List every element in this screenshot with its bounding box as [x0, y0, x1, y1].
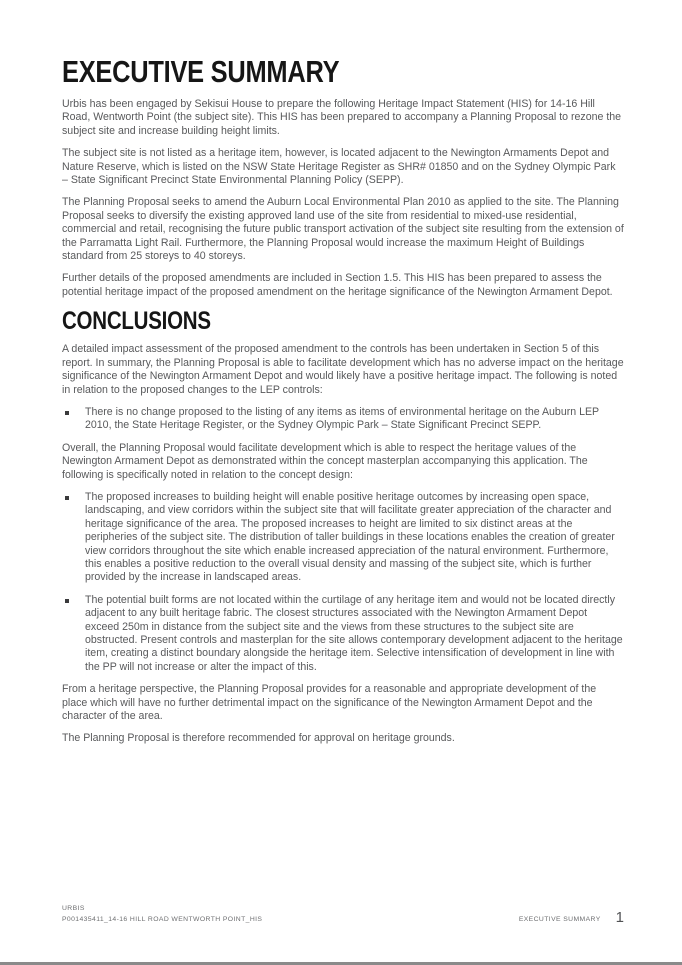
bullet-text: The potential built forms are not located within the curtilage of any heritage item and would not be located directly adjacent to any built heritage fabric. The closest structures associated with the Newington Armament Depot exceed 250m in distance from the subject site and the views from these structures to the subject site are obstructed. Present controls and masterplan for the site allows contemporary development adjacent to the heritage item, creating a distinct boundary alongside the heritage item. Selective intensification of development in line with the PP will not increase or alter the impact of this. [85, 593, 623, 673]
bullet-marker [62, 491, 85, 585]
paragraph: The Planning Proposal is therefore recommended for approval on heritage grounds. [62, 732, 455, 745]
paragraph: The Planning Proposal seeks to amend the Auburn Local Environmental Plan 2010 as applied to the site. The Planning Proposal seeks to diversify the existing approved land use of the site from residential to mixed-use residential, commercial and retail, recognising the future public transport activation of the subject site resulting from the extension of the Parramatta Light Rail. Furthermore, the Planning Proposal would increase the maximum Height of Buildings standard from 25 storeys to 40 storeys. [62, 196, 624, 263]
footer-document-ref: P001435411_14-16 HILL ROAD WENTWORTH POINT_HIS [62, 916, 263, 923]
paragraph: Further details of the proposed amendments are included in Section 1.5. This HIS has been prepared to assess the potential heritage impact of the proposed amendment on the heritage significance of the Newington Armament Depot. [62, 272, 613, 298]
page-content [62, 56, 624, 755]
bullet-item [62, 594, 624, 674]
footer-section-label: EXECUTIVE SUMMARY [518, 916, 601, 923]
paragraph: Overall, the Planning Proposal would facilitate development which is able to respect the heritage values of the Newington Armament Depot as demonstrated within the concept masterplan accompanying this application. The following is specifically noted in relation to the concept design: [62, 441, 588, 481]
bullet-item [62, 406, 624, 433]
bullet-marker [62, 406, 85, 433]
footer-left [62, 903, 262, 925]
footer-right [519, 910, 624, 925]
bullet-marker [62, 594, 85, 674]
bullet-square-icon [65, 496, 69, 500]
page-footer [62, 903, 624, 925]
lep-bullet-list [62, 406, 624, 433]
bullet-item [62, 491, 624, 585]
footer-page-number: 1 [615, 909, 624, 926]
section-title-conclusions: CONCLUSIONS [62, 307, 211, 336]
paragraph: Urbis has been engaged by Sekisui House to prepare the following Heritage Impact Statement (HIS) for 14-16 Hill Road, Wentworth Point (the subject site). This HIS has been prepared to accompany a Planning Proposal to rezone the subject site and increase building height limits. [62, 98, 622, 137]
bullet-square-icon [65, 411, 69, 415]
footer-company: URBIS [62, 905, 85, 912]
bullet-square-icon [65, 599, 69, 603]
paragraph: From a heritage perspective, the Planning Proposal provides for a reasonable and appropriate development of the place which will have no further detrimental impact on the significance of the Newington Armament Depot and the character of the area. [62, 683, 597, 723]
design-bullet-list [62, 491, 624, 674]
bullet-text: There is no change proposed to the listing of any items as items of environmental heritage on the Auburn LEP 2010, the State Heritage Register, or the Sydney Olympic Park – State Significant Precinct SEPP. [85, 405, 599, 432]
page-title: EXECUTIVE SUMMARY [62, 54, 340, 89]
paragraph: A detailed impact assessment of the proposed amendment to the controls has been undertaken in Section 5 of this report. In summary, the Planning Proposal is able to facilitate development which has no adverse impact on the heritage significance of the Newington Armament Depot and would likely have a positive heritage impact. The following is noted in relation to the proposed changes to the LEP controls: [62, 343, 624, 396]
bullet-text: The proposed increases to building height will enable positive heritage outcomes by increasing open space, landscaping, and view corridors within the subject site that will facilitate greater appreciation of the character and heritage significance of the area. The proposed increases to height are limited to six distinct areas at the peripheries of the subject site. The distribution of taller buildings in these locations enables the creation of greater view corridors throughout the site which enable increased appreciation of the natural environment. Furthermore, this enables a positive reduction to the overall visual density and massing of the subject site, which is further provided by the increase in landscaped areas. [85, 490, 615, 584]
paragraph: The subject site is not listed as a heritage item, however, is located adjacent to the Newington Armaments Depot and Nature Reserve, which is listed on the NSW State Heritage Register as SHR# 01850 and on the Sydney Olympic Park – State Significant Precinct State Environmental Planning Policy (SEPP). [62, 147, 616, 187]
